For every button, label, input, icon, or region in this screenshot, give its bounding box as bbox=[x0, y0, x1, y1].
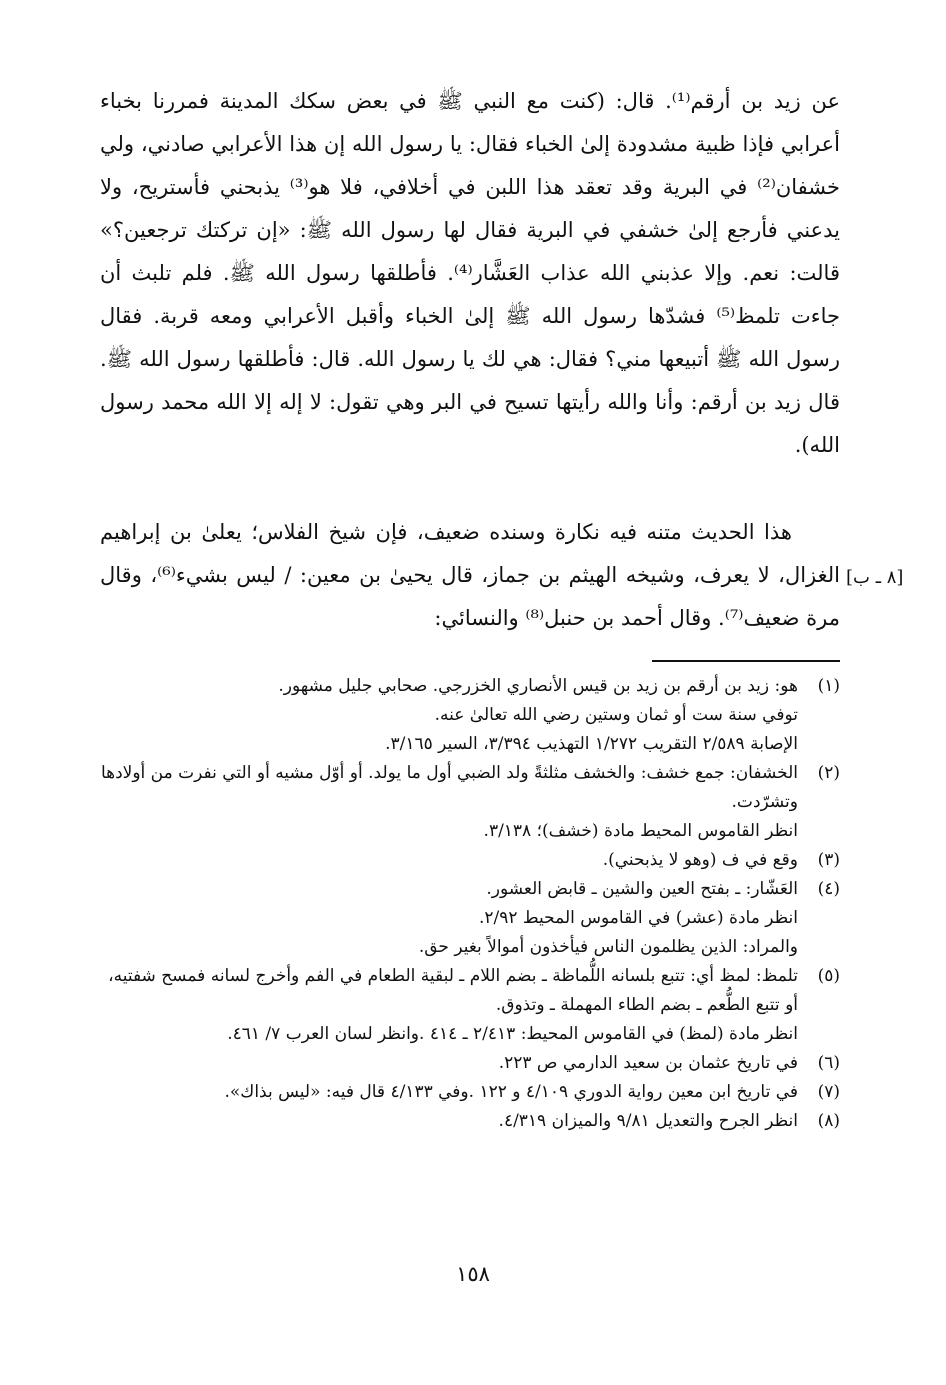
footnote-8 bbox=[100, 1107, 840, 1136]
footnote-3 bbox=[100, 846, 840, 875]
footnote-number: (٣) bbox=[817, 850, 840, 870]
footnote-line: في تاريخ عثمان بن سعيد الدارمي ص ٢٢٣. bbox=[498, 1053, 798, 1073]
footnote-6 bbox=[100, 1049, 840, 1078]
footnote-line: وقع في ف (وهو لا يذبحني). bbox=[602, 850, 798, 870]
footnote-divider bbox=[652, 660, 840, 662]
footnote-line: العَشّار: ـ بفتح العين والشين ـ قابض العشور. bbox=[486, 879, 798, 899]
footnotes bbox=[100, 672, 840, 1136]
manuscript-folio-marker: [٨ ـ ب] bbox=[846, 567, 904, 588]
footnote-line: الخشفان: جمع خشف: والخشف مثلثةً ولد الضبي أول ما يولد. أو أوّل مشيه أو التي نفرت من أولادها وتشرّدت. bbox=[100, 763, 798, 812]
commentary-paragraph: هذا الحديث متنه فيه نكارة وسنده ضعيف، فإن شيخ الفلاس؛ يعلىٰ بن إبراهيم الغزال، لا يعرف، وشيخه الهيثم بن جماز، قال يحيىٰ بن معين: / ليس بشيء⁽⁶⁾، وقال مرة ضعيف⁽⁷⁾. وقال أحمد بن حنبل⁽⁸⁾ والنسائي: bbox=[100, 520, 840, 630]
footnote-7 bbox=[100, 1078, 840, 1107]
footnote-number: (٧) bbox=[817, 1082, 840, 1102]
footnote-line: انظر الجرح والتعديل ٩/٨١ والميزان ٤/٣١٩. bbox=[498, 1111, 798, 1131]
footnote-line: هو: زيد بن أرقم بن زيد بن قيس الأنصاري الخزرجي. صحابي جليل مشهور. bbox=[278, 676, 798, 696]
footnote-number: (٥) bbox=[817, 966, 840, 986]
footnote-number: (٤) bbox=[817, 879, 840, 899]
footnote-line: انظر مادة (لمظ) في القاموس المحيط: ٢/٤١٣ ـ ٤١٤ .وانظر لسان العرب ٧/ ٤٦١. bbox=[227, 1024, 798, 1044]
footnote-4 bbox=[100, 875, 840, 962]
footnote-line: انظر مادة (عشر) في القاموس المحيط ٢/٩٢. bbox=[478, 908, 798, 928]
footnote-line: انظر القاموس المحيط مادة (خشف)؛ ٣/١٣٨. bbox=[483, 821, 798, 841]
footnote-line: والمراد: الذين يظلمون الناس فيأخذون أموالاً بغير حق. bbox=[418, 937, 798, 957]
footnote-line: في تاريخ ابن معين رواية الدوري ٤/١٠٩ و ١٢٢ .وفي ٤/١٣٣ قال فيه: «ليس بذاك». bbox=[224, 1082, 798, 1102]
footnote-number: (١) bbox=[817, 676, 840, 696]
footnote-line: الإصابة ٢/٥٨٩ التقريب ١/٢٧٢ التهذيب ٣/٣٩٤، السير ٣/١٦٥. bbox=[385, 734, 798, 754]
footnote-2 bbox=[100, 759, 840, 846]
footnote-line: توفي سنة ست أو ثمان وستين رضي الله تعالىٰ عنه. bbox=[434, 705, 798, 725]
footnote-5 bbox=[100, 962, 840, 1049]
main-text bbox=[100, 80, 840, 640]
page-number: ١٥٨ bbox=[456, 1262, 490, 1286]
footnote-number: (٢) bbox=[817, 763, 840, 783]
footnote-1 bbox=[100, 672, 840, 759]
footnote-line: تلمظ: لمظ أي: تتبع بلسانه اللُّماظة ـ بضم اللام ـ لبقية الطعام في الفم وأخرج لسانه فمسح شفتيه، أو تتبع الطُّعم ـ بضم الطاء المهملة ـ وتذوق. bbox=[108, 966, 798, 1015]
hadith-paragraph: عن زيد بن أرقم⁽¹⁾. قال: (كنت مع النبي ﷺ في بعض سكك المدينة فمررنا بخباء أعرابي فإذا ظبية مشدودة إلىٰ الخباء فقال: يا رسول الله إن هذا الأعرابي صادني، ولي خشفان⁽²⁾ في البرية وقد تعقد هذا اللبن في أخلافي، فلا هو⁽³⁾ يذبحني فأستريح، ولا يدعني فأرجع إلىٰ خشفي في البرية فقال لها رسول الله ﷺ: «إن تركتك ترجعين؟» قالت: نعم. وإلا عذبني الله عذاب العَشَّار⁽⁴⁾. فأطلقها رسول الله ﷺ. فلم تلبث أن جاءت تلمظ⁽⁵⁾ فشدّها رسول الله ﷺ إلىٰ الخباء وأقبل الأعرابي ومعه قربة. فقال رسول الله ﷺ أتبيعها مني؟ فقال: هي لك يا رسول الله. قال: فأطلقها رسول الله ﷺ. قال زيد بن أرقم: وأنا والله رأيتها تسيح في البر وهي تقول: لا إله إلا الله محمد رسول الله). bbox=[100, 89, 841, 457]
footnote-number: (٨) bbox=[817, 1111, 840, 1131]
footnote-number: (٦) bbox=[817, 1053, 840, 1073]
